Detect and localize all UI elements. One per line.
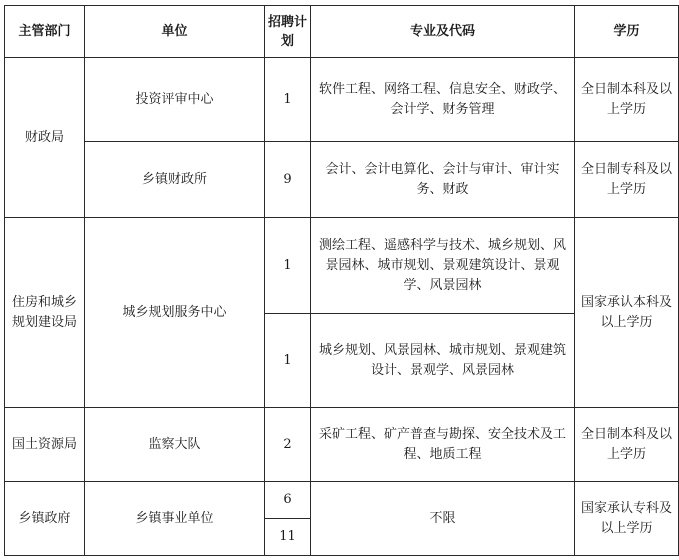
unit-cell: 乡镇事业单位 (85, 482, 265, 556)
major-cell: 城乡规划、风景园林、城市规划、景观建筑设计、景观学、风景园林 (311, 314, 575, 408)
table-row (5, 408, 679, 482)
unit-cell: 监察大队 (85, 408, 265, 482)
education-cell: 国家承认专科及以上学历 (575, 482, 679, 556)
plan-cell: 2 (265, 408, 311, 482)
plan-cell: 1 (265, 58, 311, 142)
header-major: 专业及代码 (311, 6, 575, 58)
dept-cell: 乡镇政府 (5, 482, 85, 556)
major-cell: 不限 (311, 482, 575, 556)
dept-cell: 国土资源局 (5, 408, 85, 482)
plan-cell: 1 (265, 218, 311, 314)
plan-cell: 11 (265, 519, 311, 556)
header-education: 学历 (575, 6, 679, 58)
education-cell: 全日制专科及以上学历 (575, 142, 679, 218)
header-plan: 招聘计划 (265, 6, 311, 58)
major-cell: 采矿工程、矿产普查与勘探、安全技术及工程、地质工程 (311, 408, 575, 482)
plan-cell: 9 (265, 142, 311, 218)
header-dept: 主管部门 (5, 6, 85, 58)
major-cell: 会计、会计电算化、会计与审计、审计实务、财政 (311, 142, 575, 218)
education-cell: 全日制本科及以上学历 (575, 408, 679, 482)
plan-cell: 6 (265, 482, 311, 519)
major-cell: 测绘工程、遥感科学与技术、城乡规划、风景园林、城市规划、景观建筑设计、景观学、风景园林 (311, 218, 575, 314)
recruitment-table (4, 5, 679, 556)
unit-cell: 投资评审中心 (85, 58, 265, 142)
table-row (5, 142, 679, 218)
unit-cell: 城乡规划服务中心 (85, 218, 265, 408)
dept-cell: 财政局 (5, 58, 85, 218)
table-row (5, 482, 679, 519)
major-cell: 软件工程、网络工程、信息安全、财政学、会计学、财务管理 (311, 58, 575, 142)
table-row (5, 218, 679, 314)
header-unit: 单位 (85, 6, 265, 58)
education-cell: 全日制本科及以上学历 (575, 58, 679, 142)
unit-cell: 乡镇财政所 (85, 142, 265, 218)
dept-cell: 住房和城乡规划建设局 (5, 218, 85, 408)
table-row (5, 58, 679, 142)
header-row (5, 6, 679, 58)
plan-cell: 1 (265, 314, 311, 408)
education-cell: 国家承认本科及以上学历 (575, 218, 679, 408)
